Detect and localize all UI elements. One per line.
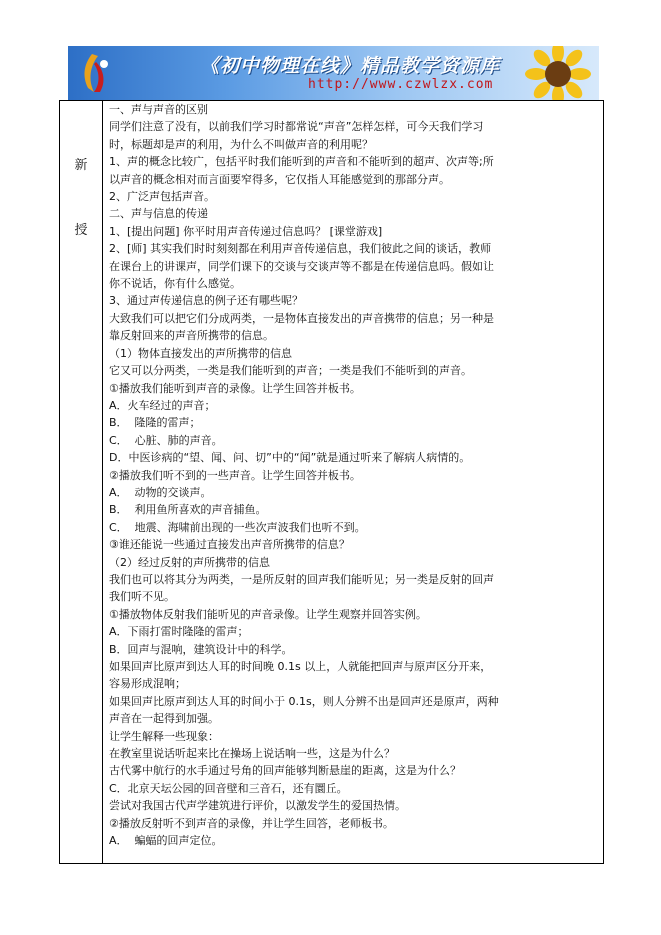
section-label-top: 新 — [74, 158, 88, 173]
content-line: 你不说话，你有什么感觉。 — [109, 277, 241, 291]
content-line: 在课台上的讲课声，同学们课下的交谈与交谈声等不都是在传递信息吗。假如让 — [109, 259, 494, 273]
content-line: D．中医诊病的“望、闻、问、切”中的“闻”就是通过听来了解病人病情的。 — [109, 451, 471, 465]
content-line: 1、声的概念比较广，包括平时我们能听到的声音和不能听到的超声、次声等;所 — [109, 155, 494, 169]
content-line: A．下雨打雷时隆隆的雷声； — [109, 625, 249, 639]
content-line: ③谁还能说一些通过直接发出声音所携带的信息？ — [109, 538, 350, 552]
content-line: 2、广泛声包括声音。 — [109, 190, 215, 204]
content-line: ①播放物体反射我们能听见的声音录像。让学生观察并回答实例。 — [109, 607, 427, 621]
header-banner — [68, 46, 599, 100]
content-line: ②播放反射听不到声音的录像，并让学生回答，老师板书。 — [109, 816, 394, 830]
content-line: 以声音的概念相对而言面要窄得多，它仅指人耳能感觉到的那部分声。 — [109, 172, 450, 186]
content-line: 如果回声比原声到达人耳的时间小于 0.1s，则人分辨不出是回声还是原声，两种 — [109, 694, 499, 708]
content-line: C．北京天坛公园的回音壁和三音石，还有圜丘。 — [109, 781, 348, 795]
content-line: 在教室里说话听起来比在操场上说话响一些，这是为什么？ — [109, 747, 395, 761]
banner-title: 《初中物理在线》精品教学资源库 — [200, 55, 501, 77]
lesson-content — [109, 101, 599, 849]
content-line: （2）经过反射的声所携带的信息 — [109, 555, 270, 569]
lesson-table — [59, 100, 604, 864]
column-divider — [102, 101, 103, 863]
content-line: A．火车经过的声音； — [109, 398, 216, 412]
content-line: 声音在一起得到加强。 — [109, 712, 219, 726]
content-line: 如果回声比原声到达人耳的时间晚 0.1s 以上，人就能把回声与原声区分开来， — [109, 660, 492, 673]
content-line: 靠反射回来的声音所携带的信息。 — [109, 329, 274, 343]
content-line: 它又可以分两类，一类是我们能听到的声音；一类是我们不能听到的声音。 — [109, 364, 472, 378]
content-line: 1、[提出问题] 你平时用声音传递过信息吗？ [课堂游戏] — [109, 224, 383, 238]
content-line: B． 隆隆的雷声； — [109, 416, 201, 430]
content-line: 一、声与声音的区别 — [109, 103, 208, 116]
banner-url[interactable]: http://www.czwlzx.com — [308, 77, 494, 92]
content-line: 2、[师] 其实我们时时刻刻都在利用声音传递信息，我们彼此之间的谈话，教师 — [109, 242, 492, 256]
content-line: 古代雾中航行的水手通过号角的回声能够判断悬崖的距离，这是为什么？ — [109, 764, 461, 778]
content-line: 尝试对我国古代声学建筑进行评价，以激发学生的爱国热情。 — [109, 799, 406, 813]
content-line: 3、通过声传递信息的例子还有哪些呢？ — [109, 294, 303, 308]
content-line: 大致我们可以把它们分成两类，一是物体直接发出的声音携带的信息；另一种是 — [109, 311, 494, 325]
content-line: 时，标题却是声的利用，为什么不叫做声音的利用呢？ — [109, 137, 373, 151]
sunflower-icon — [523, 46, 593, 100]
logo-icon — [74, 52, 114, 94]
content-line: 我们听不见。 — [109, 590, 175, 604]
content-line: （1）物体直接发出的声所携带的信息 — [109, 346, 292, 360]
content-line: 二、声与信息的传递 — [109, 207, 208, 221]
content-line: C． 地震、海啸前出现的一些次声波我们也听不到。 — [109, 520, 366, 534]
content-line: C． 心脏、肺的声音。 — [109, 433, 223, 447]
content-line: 同学们注意了没有，以前我们学习时都常说“声音”怎样怎样，可今天我们学习 — [109, 120, 484, 134]
content-line: B． 利用鱼所喜欢的声音捕鱼。 — [109, 503, 267, 517]
content-line: 容易形成混响； — [109, 677, 186, 691]
section-label-bottom: 授 — [74, 223, 88, 238]
content-line: 我们也可以将其分为两类，一是所反射的回声我们能听见；另一类是反射的回声 — [109, 572, 494, 586]
content-line: ②播放我们听不到的一些声音。让学生回答并板书。 — [109, 468, 361, 482]
content-line: 让学生解释一些现象： — [109, 729, 219, 743]
content-line: ①播放我们能听到声音的录像。让学生回答并板书。 — [109, 381, 361, 395]
content-line: A． 动物的交谈声。 — [109, 485, 212, 499]
content-line: A． 蝙蝠的回声定位。 — [109, 834, 223, 848]
content-line: B．回声与混响，建筑设计中的科学。 — [109, 642, 293, 656]
